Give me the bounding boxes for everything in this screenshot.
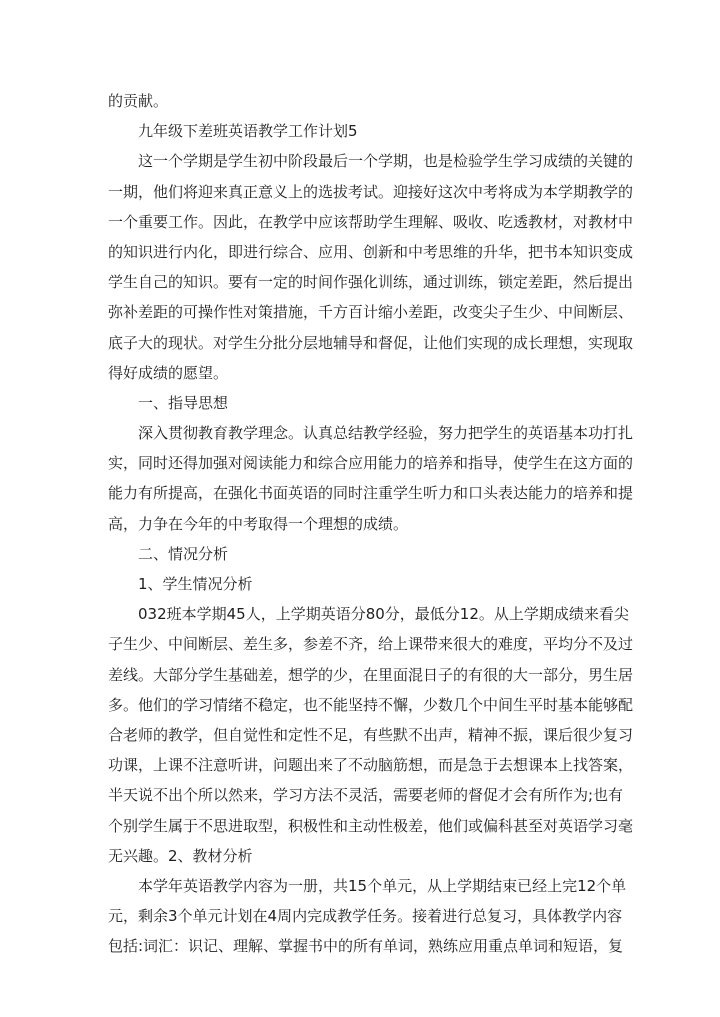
text-line: 深入贯彻教育教学理念。认真总结教学经验，努力把学生的英语基本功打扎 (138, 424, 634, 443)
text-line: 本学年英语教学内容为一册，共15个单元，从上学期结束已经上完12个单 (138, 876, 627, 895)
text-line: 一、指导思想 (138, 393, 229, 412)
text-line: 实，同时还得加强对阅读能力和综合应用能力的培养和指导，使学生在这方面的 (108, 454, 634, 473)
text-line: 这一个学期是学生初中阶段最后一个学期，也是检验学生学习成绩的关键的 (138, 152, 634, 171)
text-line: 的知识进行内化，即进行综合、应用、创新和中考思维的升华，把书本知识变成 (108, 242, 634, 261)
text-line: 底子大的现状。对学生分批分层地辅导和督促，让他们实现的成长理想，实现取 (108, 333, 634, 352)
text-line: 元，剩余3个单元计划在4周内完成教学任务。接着进行总复习，具体教学内容 (108, 907, 623, 926)
text-line: 得好成绩的愿望。 (108, 363, 229, 382)
text-line: 弥补差距的可操作性对策措施，千方百计缩小差距，改变尖子生少、中间断层、 (108, 303, 634, 322)
text-line: 功课，上课不注意听讲，问题出来了不动脑筋想，而是急于去想课本上找答案， (108, 756, 634, 775)
text-line: 个别学生属于不思进取型，积极性和主动性极差，他们或偏科甚至对英语学习毫 (108, 816, 634, 835)
text-line: 差线。大部分学生基础差，想学的少，在里面混日子的有很的大一部分，男生居 (108, 665, 634, 684)
text-line: 学生自己的知识。要有一定的时间作强化训练，通过训练，锁定差距，然后提出 (108, 273, 634, 292)
text-line: 1、学生情况分析 (138, 575, 253, 593)
text-line: 二、情况分析 (138, 544, 229, 563)
text-line: 子生少、中间断层、差生多，参差不齐，给上课带来很大的难度，平均分不及过 (108, 635, 634, 654)
text-line: 032班本学期45人，上学期英语分80分，最低分12。从上学期成绩来看尖 (138, 605, 629, 624)
text-line: 一个重要工作。因此，在教学中应该帮助学生理解、吸收、吃透教材，对教材中 (108, 212, 634, 231)
text-line: 九年级下差班英语教学工作计划5 (138, 122, 358, 141)
text-line: 无兴趣。2、教材分析 (108, 846, 253, 865)
text-line: 半天说不出个所以然来，学习方法不灵活，需要老师的督促才会有所作为;也有 (108, 786, 624, 805)
text-line: 合老师的教学，但自觉性和定性不足，有些默不出声，精神不振，课后很少复习 (108, 725, 634, 744)
document-page (108, 86, 634, 961)
text-line: 多。他们的学习情绪不稳定，也不能坚持不懈，少数几个中间生平时基本能够配 (108, 695, 634, 714)
text-line: 能力有所提高，在强化书面英语的同时注重学生听力和口头表达能力的培养和提 (108, 484, 634, 503)
text-line: 的贡献。 (108, 92, 169, 110)
text-line: 包括:词汇：识记、理解、掌握书中的所有单词，熟练应用重点单词和短语，复 (108, 937, 624, 956)
text-line: 一期，他们将迎来真正意义上的选拔考试。迎接好这次中考将成为本学期教学的 (108, 182, 634, 201)
text-line: 高，力争在今年的中考取得一个理想的成绩。 (108, 514, 409, 533)
